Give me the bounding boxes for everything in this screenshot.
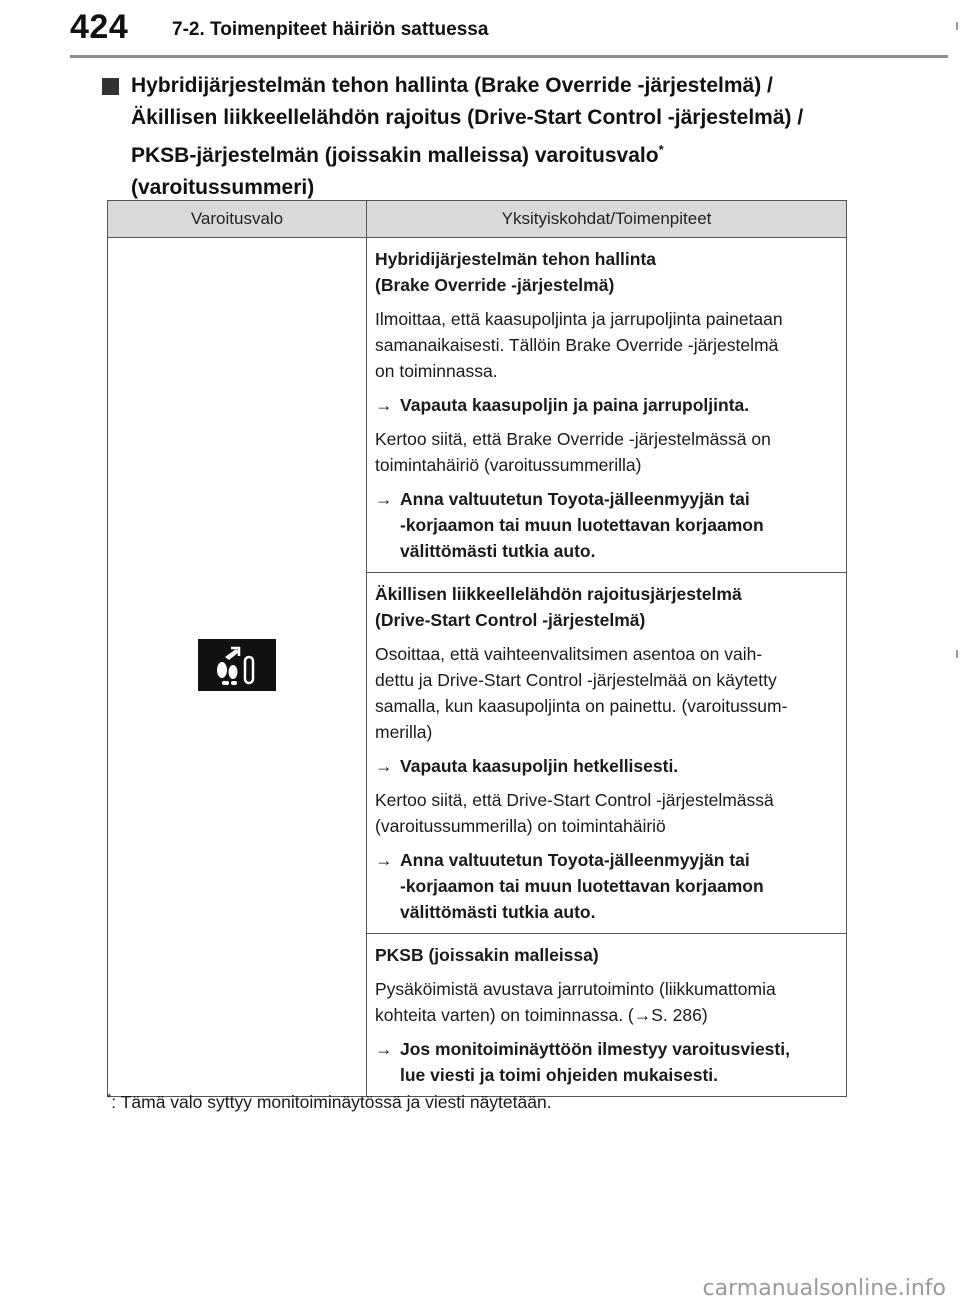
heading-square-icon	[102, 78, 119, 95]
description-text: Pysäköimistä avustava jarrutoiminto (liikkumattomia kohteita varten) on toiminnassa. (→S. 286)	[375, 979, 776, 1025]
heading-line: Äkillisen liikkeellelähdön rajoitus (Drive-Start Control -järjestelmä) /	[131, 106, 804, 129]
description-text: Ilmoittaa, että kaasupoljinta ja jarrupoljinta painetaan samanaikaisesti. Tällöin Brake Override -järjestelmä on toiminnassa.	[375, 309, 783, 381]
page-reference-link[interactable]: S. 286)	[651, 1005, 708, 1025]
arrow-icon: →	[375, 489, 393, 509]
description-text: Osoittaa, että vaihteenvalitsimen asentoa on vaih- dettu ja Drive-Start Control -järjestelmää on käytetty samalla, kun kaasupoljinta on painettu. (varoitussum- merilla)	[375, 644, 788, 742]
heading-line: Hybridijärjestelmän tehon hallinta (Brake Override -järjestelmä) /	[131, 74, 773, 97]
arrow-icon: →	[633, 1005, 652, 1025]
drive-start-warning-icon	[198, 639, 276, 691]
section-header: 7-2. Toimenpiteet häiriön sattuessa	[172, 19, 489, 40]
action-instruction: → Jos monitoiminäyttöön ilmestyy varoitusviesti, lue viesti ja toimi ohjeiden mukaisesti.	[375, 1036, 838, 1088]
arrow-icon: →	[375, 850, 393, 870]
heading-line: PKSB-järjestelmän (joissakin malleissa) varoitusvalo*	[131, 142, 664, 167]
col-header-warning-light: Varoitusvalo	[108, 201, 367, 238]
subsection-title: PKSB (joissakin malleissa)	[375, 945, 599, 965]
description-text: Kertoo siitä, että Brake Override -järjestelmässä on toimintahäiriö (varoitussummerilla)	[375, 429, 771, 475]
details-cell-brake-override	[367, 238, 847, 573]
topic-heading	[102, 70, 862, 204]
footnote: *: Tämä valo syttyy monitoiminäytössä ja viesti näytetään.	[107, 1092, 552, 1112]
margin-tick	[956, 650, 958, 658]
action-instruction: → Vapauta kaasupoljin ja paina jarrupoljinta.	[375, 392, 838, 418]
header-rule	[70, 55, 948, 58]
arrow-icon: →	[375, 756, 393, 776]
heading-asterisk: *	[658, 142, 664, 157]
margin-tick	[956, 22, 958, 30]
heading-line: (varoitussummeri)	[131, 176, 315, 199]
action-instruction: → Anna valtuutetun Toyota-jälleenmyyjän tai -korjaamon tai muun luotettavan korjaamon välittömästi tutkia auto.	[375, 847, 838, 925]
details-cell-drive-start-control	[367, 573, 847, 934]
action-instruction: → Anna valtuutetun Toyota-jälleenmyyjän tai -korjaamon tai muun luotettavan korjaamon välittömästi tutkia auto.	[375, 486, 838, 564]
details-cell-pksb	[367, 934, 847, 1097]
arrow-icon: →	[375, 1039, 393, 1059]
footnote-mark: *	[107, 1092, 112, 1105]
description-text: Kertoo siitä, että Drive-Start Control -järjestelmässä (varoitussummerilla) on toimintahäiriö	[375, 790, 774, 836]
col-header-details: Yksityiskohdat/Toimenpiteet	[367, 201, 847, 238]
subsection-title: Äkillisen liikkeellelähdön rajoitusjärjestelmä (Drive-Start Control -järjestelmä)	[375, 584, 742, 630]
warning-table	[107, 200, 847, 1097]
page-number: 424	[70, 8, 129, 46]
arrow-icon: →	[375, 395, 393, 415]
action-instruction: → Vapauta kaasupoljin hetkellisesti.	[375, 753, 838, 779]
subsection-title: Hybridijärjestelmän tehon hallinta (Brake Override -järjestelmä)	[375, 249, 657, 295]
watermark: carmanualsonline.info	[702, 1276, 946, 1301]
warning-light-cell	[108, 238, 367, 1097]
